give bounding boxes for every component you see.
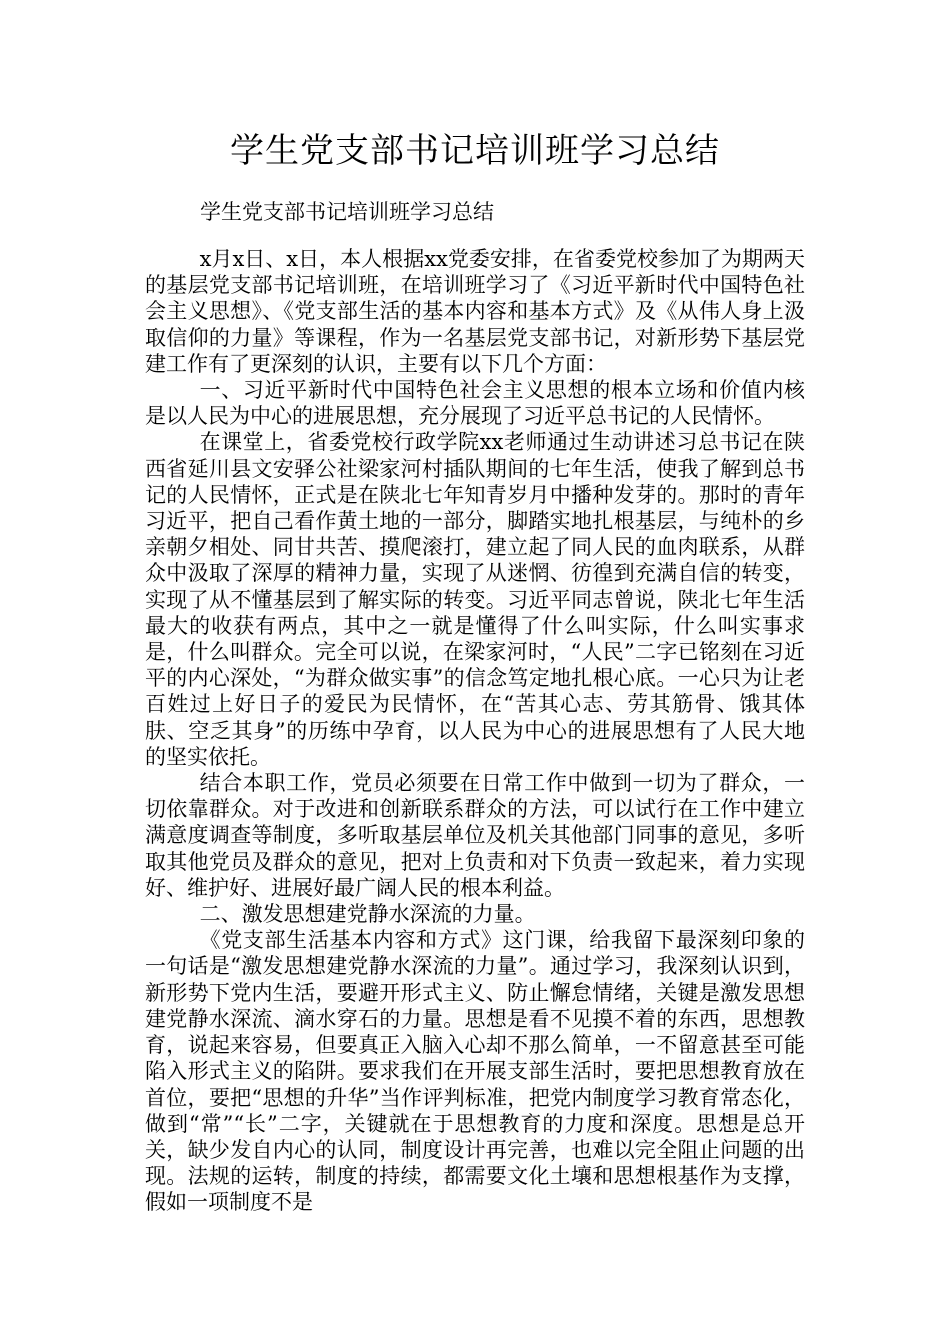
paragraph-work: 结合本职工作，党员必须要在日常工作中做到一切为了群众，一切依靠群众。对于改进和创新联系群众的方法，可以试行在工作中建立满意度调查等制度，多听取基层单位及机关其他部门同事的意见，多听取其他党员及群众的意见，把对上负责和对下负责一致起来，着力实现好、维护好、进展好最广阔人民的根本利益。: [145, 771, 805, 900]
paragraph-course: 《党支部生活基本内容和方式》这门课，给我留下最深刻印象的一句话是“激发思想建党静水深流的力量”。通过学习，我深刻认识到，新形势下党内生活，要避开形式主义、防止懈怠情绪，关键是激发思想建党静水深流、滴水穿石的力量。思想是看不见摸不着的东西，思想教育，说起来容易，但要真正入脑入心却不那么简单，一不留意甚至可能陷入形式主义的陷阱。要求我们在开展支部生活时，要把思想教育放在首位，要把“思想的升华”当作评判标准，把党内制度学习教育常态化，做到“常”“长”二字，关键就在于思想教育的力度和深度。思想是总开关，缺少发自内心的认同，制度设计再完善，也难以完全阻止问题的出现。法规的运转，制度的持续，都需要文化土壤和思想根基作为支撑，假如一项制度不是: [145, 928, 805, 1215]
paragraph-classroom: 在课堂上，省委党校行政学院xx老师通过生动讲述习总书记在陕西省延川县文安驿公社梁家河村插队期间的七年生活，使我了解到总书记的人民情怀，正式是在陕北七年知青岁月中播种发芽的。那时的青年习近平，把自己看作黄土地的一部分，脚踏实地扎根基层，与纯朴的乡亲朝夕相处、同甘共苦、摸爬滚打，建立起了同人民的血肉联系，从群众中汲取了深厚的精神力量，实现了从迷惘、彷徨到充满自信的转变，实现了从不懂基层到了解实际的转变。习近平同志曾说，陕北七年生活最大的收获有两点，其中之一就是懂得了什么叫实际，什么叫实事求是，什么叫群众。完全可以说，在梁家河时，“人民”二字已铭刻在习近平的内心深处，“为群众做实事”的信念笃定地扎根心底。一心只为让老百姓过上好日子的爱民为民情怀，在“苦其心志、劳其筋骨、饿其体肤、空乏其身”的历练中孕育，以人民为中心的进展思想有了人民大地的坚实依托。: [145, 430, 805, 769]
paragraph-section-one-heading: 一、习近平新时代中国特色社会主义思想的根本立场和价值内核是以人民为中心的进展思想，充分展现了习近平总书记的人民情怀。: [145, 378, 805, 429]
paragraph-section-two-heading: 二、激发思想建党静水深流的力量。: [199, 902, 536, 927]
document-subtitle: 学生党支部书记培训班学习总结: [200, 200, 494, 224]
document-body: [145, 246, 805, 1216]
document-title: 学生党支部书记培训班学习总结: [230, 131, 720, 171]
paragraph-intro: x月x日、x日，本人根据xx党委安排，在省委党校参加了为期两天的基层党支部书记培训班，在培训班学习了《习近平新时代中国特色社会主义思想》、《党支部生活的基本内容和基本方式》及《从伟人身上汲取信仰的力量》等课程，作为一名基层党支部书记，对新形势下基层党建工作有了更深刻的认识，主要有以下几个方面：: [145, 247, 805, 376]
